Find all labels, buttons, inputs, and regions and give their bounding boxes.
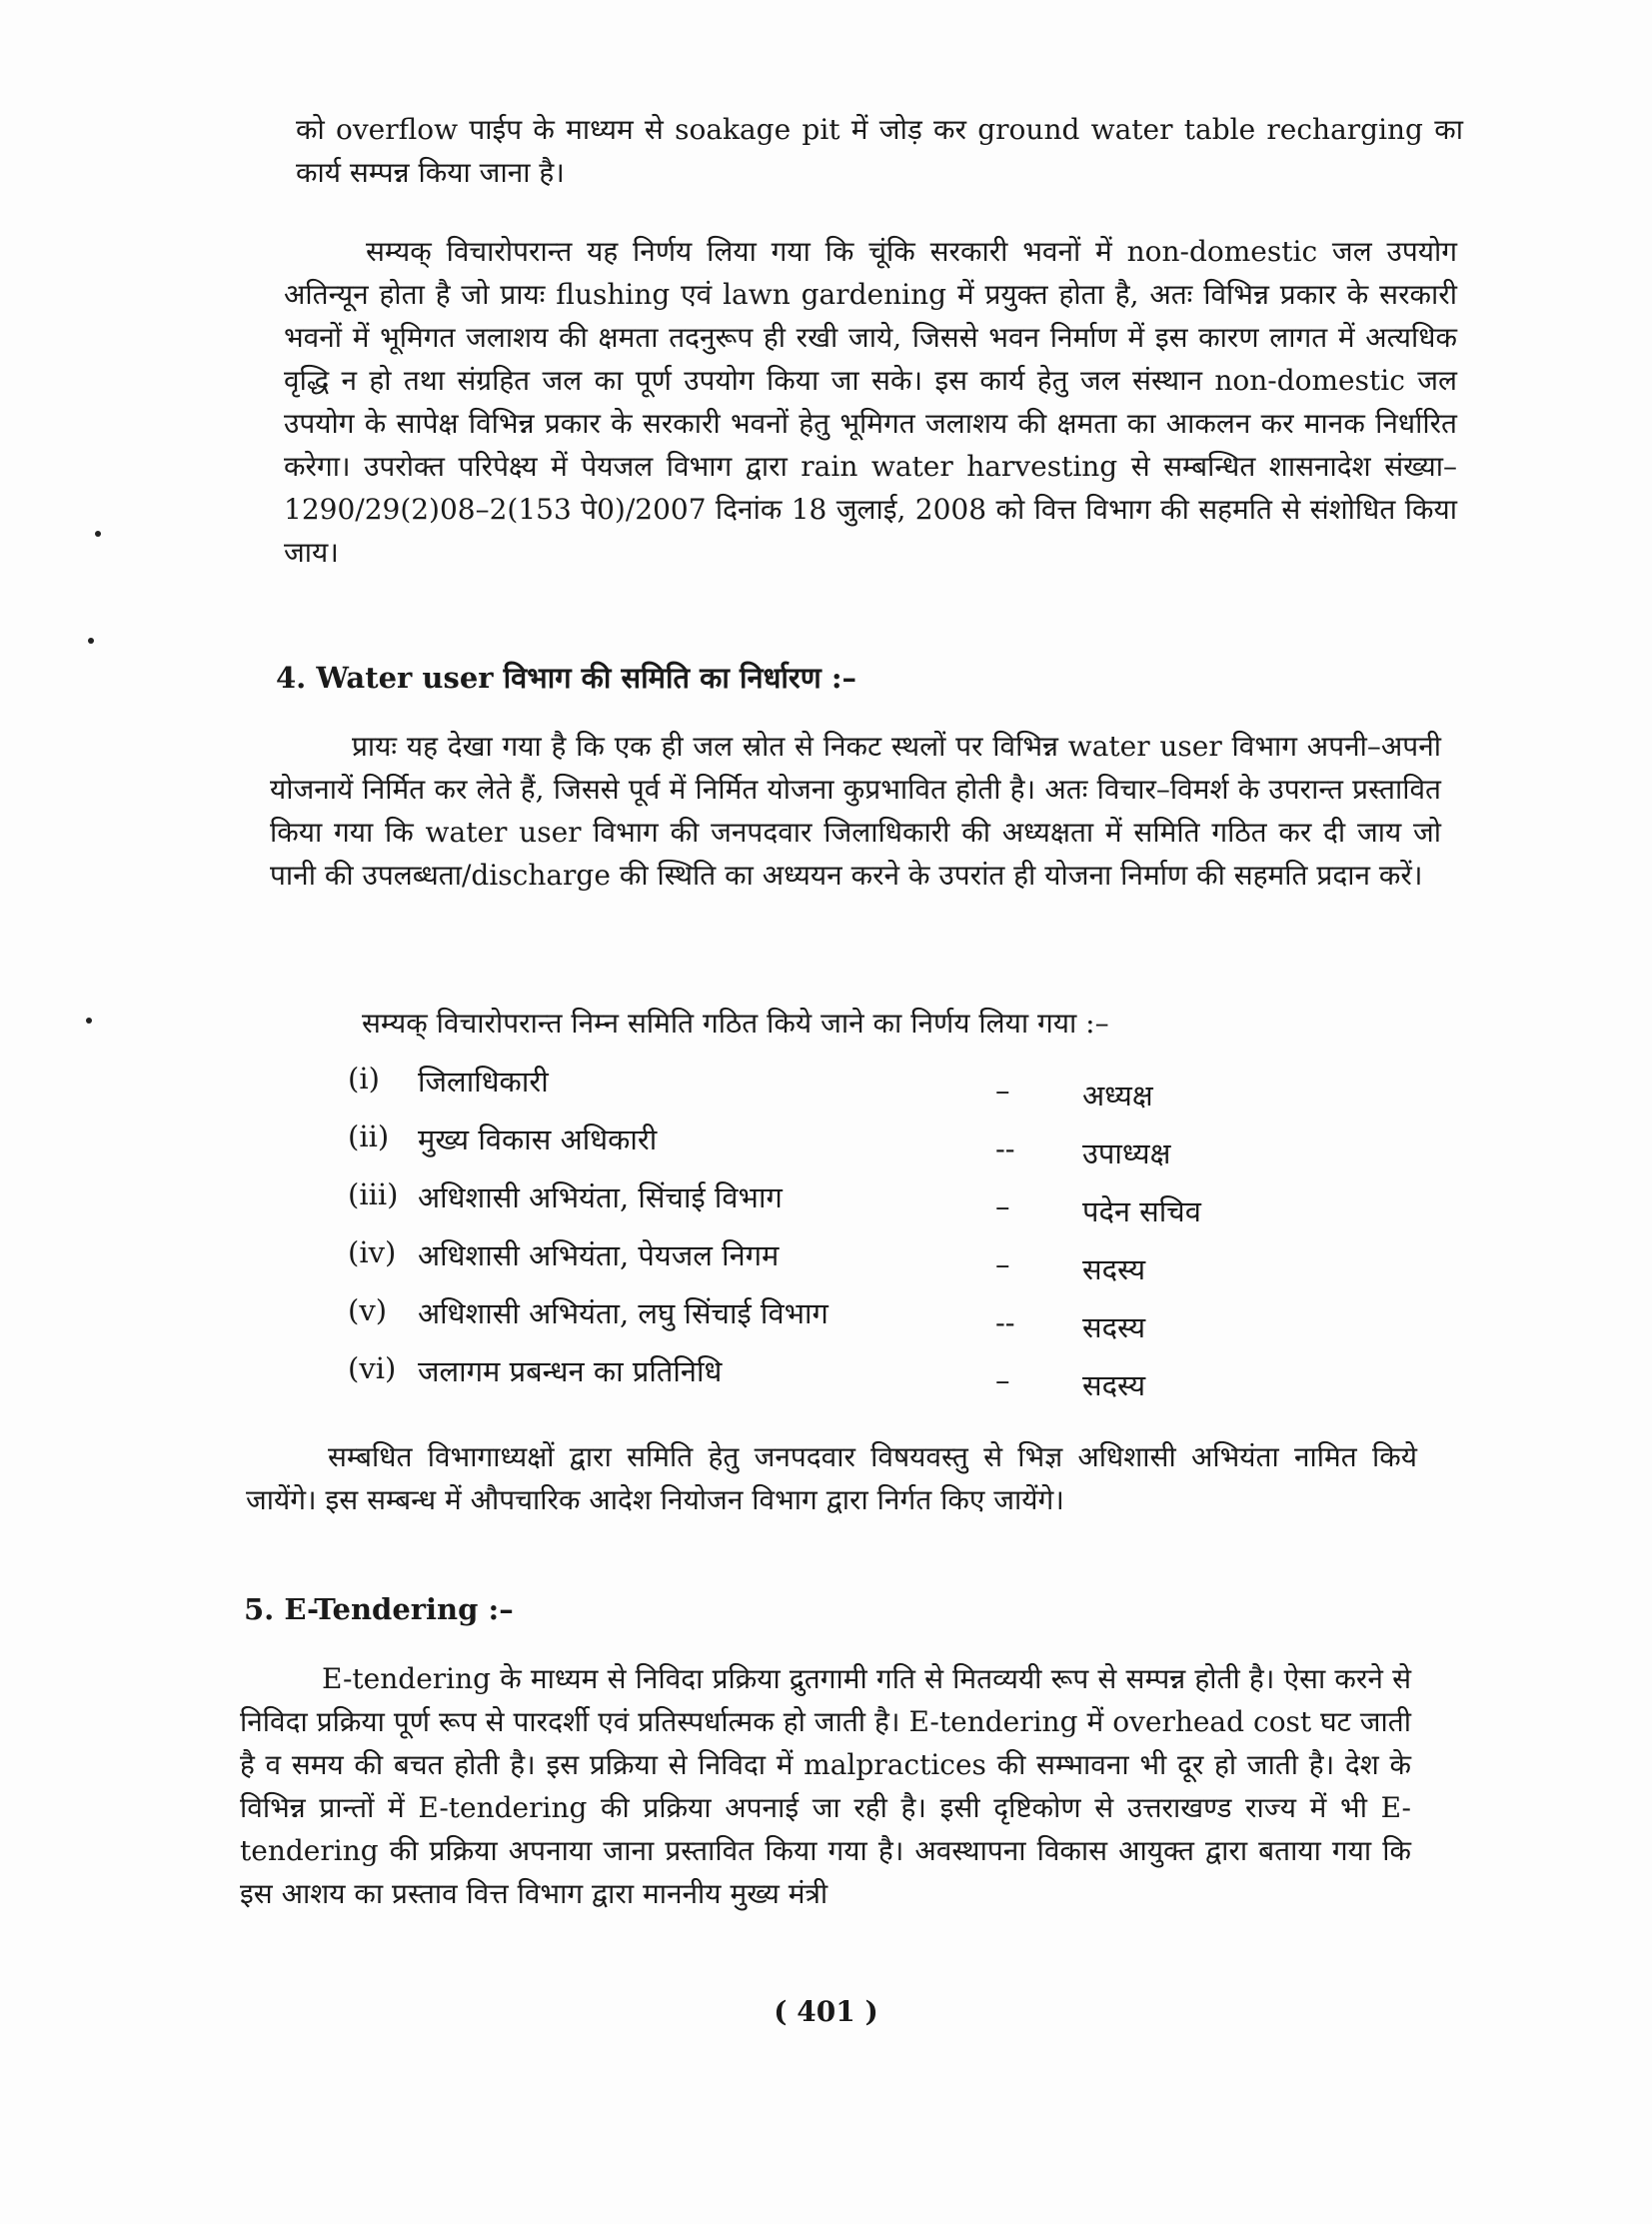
paragraph-decision [284,230,1457,574]
member-role: सदस्य [1082,1310,1146,1344]
section-heading-e-tendering: 5. E-Tendering :– [244,1592,514,1626]
committee-intro [362,1002,1361,1045]
row-number: (iii) [348,1177,399,1211]
member-role: पदेन सचिव [1082,1194,1201,1228]
separator-dash: -- [995,1305,1015,1339]
paragraph-nomination [246,1435,1417,1521]
row-number: (i) [348,1062,380,1096]
member-name: मुख्य विकास अधिकारी [418,1122,658,1156]
member-name: अधिशासी अभियंता, लघु सिंचाई विभाग [418,1296,828,1330]
member-role: अध्यक्ष [1082,1079,1153,1112]
separator-dash: – [995,1247,1010,1281]
paragraph-text: सम्यक् विचारोपरान्त यह निर्णय लिया गया कि चूंकि सरकारी भवनों में non-domestic जल उपयोग अतिन्यून होता है जो प्रायः flushing एवं lawn gardening में प्रयुक्त होता है, अतः विभिन्न प्रकार के सरकारी भवनों में भूमिगत जलाशय की क्षमता तदनुरूप ही रखी जाये, जिससे भवन निर्माण में इस कारण लागत में अत्यधिक वृद्धि न हो तथा संग्रहित जल का पूर्ण उपयोग किया जा सके। इस कार्य हेतु जल संस्थान non-domestic जल उपयोग के सापेक्ष विभिन्न प्रकार के सरकारी भवनों हेतु भूमिगत जलाशय की क्षमता का आकलन कर मानक निर्धारित करेगा। उपरोक्त परिपेक्ष्य में पेयजल विभाग द्वारा rain water harvesting से सम्बन्धित शासनादेश संख्या–1290/29(2)08–2(153 पे0)/2007 दिनांक 18 जुलाई, 2008 को वित्त विभाग की सहमति से संशोधित किया जाय। [284,235,1457,569]
separator-dash: – [995,1363,1010,1397]
scan-mark [88,638,94,644]
row-number: (ii) [348,1119,390,1153]
member-name: जलागम प्रबन्धन का प्रतिनिधि [418,1354,723,1388]
member-name: अधिशासी अभियंता, सिंचाई विभाग [418,1180,783,1214]
committee-row [348,1235,1267,1293]
paragraph-water-user [270,725,1441,897]
section-heading-water-user: 4. Water user विभाग की समिति का निर्धारण :– [276,661,857,695]
paragraph-text: E-tendering के माध्यम से निविदा प्रक्रिया द्रुतगामी गति से मितव्ययी रूप से सम्पन्न होती है। ऐसा करने से निविदा प्रक्रिया पूर्ण रूप से पारदर्शी एवं प्रतिस्पर्धात्मक हो जाती है। E-tendering में overhead cost घट जाती है व समय की बचत होती है। इस प्रक्रिया से निविदा में malpractices की सम्भावना भी दूर हो जाती है। देश के विभिन्न प्रान्तों में E-tendering की प्रक्रिया अपनाई जा रही है। इसी दृष्टिकोण से उत्तराखण्ड राज्य में भी E-tendering की प्रक्रिया अपनाया जाना प्रस्तावित किया गया है। अवस्थापना विकास आयुक्त द्वारा बताया गया कि इस आशय का प्रस्ताव वित्त विभाग द्वारा माननीय मुख्य मंत्री [240,1662,1411,1910]
member-name: जिलाधिकारी [418,1065,549,1099]
committee-row [348,1177,1267,1235]
paragraph-text: सम्बधित विभागाध्यक्षों द्वारा समिति हेतु जनपदवार विषयवस्तु से भिज्ञ अधिशासी अभियंता नामित किये जायेंगे। इस सम्बन्ध में औपचारिक आदेश नियोजन विभाग द्वारा निर्गत किए जायेंगे। [246,1440,1417,1516]
paragraph-text: प्रायः यह देखा गया है कि एक ही जल स्रोत से निकट स्थलों पर विभिन्न water user विभाग अपनी–अपनी योजनायें निर्मित कर लेते हैं, जिससे पूर्व में निर्मित योजना कुप्रभावित होती है। अतः विचार–विमर्श के उपरान्त प्रस्तावित किया गया कि water user विभाग की जनपदवार जिलाधिकारी की अध्यक्षता में समिति गठित कर दी जाय जो पानी की उपलब्धता/discharge की स्थिति का अध्ययन करने के उपरांत ही योजना निर्माण की सहमति प्रदान करें। [270,730,1441,892]
member-role: उपाध्यक्ष [1082,1136,1171,1170]
paragraph-text: को overflow पाईप के माध्यम से soakage pit में जोड़ कर ground water table recharging का कार्य सम्पन्न किया जाना है। [296,113,1463,189]
scan-mark [95,531,101,537]
row-number: (v) [348,1293,388,1327]
member-role: सदस्य [1082,1368,1146,1402]
paragraph-text: सम्यक् विचारोपरान्त निम्न समिति गठित किये जाने का निर्णय लिया गया :– [362,1007,1109,1040]
separator-dash: – [995,1074,1010,1108]
committee-row [348,1351,1267,1409]
paragraph-intro [296,108,1463,194]
separator-dash: – [995,1189,1010,1223]
row-number: (vi) [348,1351,397,1385]
committee-row [348,1293,1267,1351]
committee-list [348,1062,1267,1409]
member-name: अधिशासी अभियंता, पेयजल निगम [418,1238,780,1272]
separator-dash: -- [995,1131,1015,1165]
scan-mark [86,1018,92,1024]
row-number: (iv) [348,1235,397,1269]
member-role: सदस्य [1082,1252,1146,1286]
committee-row [348,1062,1267,1119]
committee-row [348,1119,1267,1177]
paragraph-e-tendering [240,1657,1411,1915]
page-number: ( 401 ) [774,1995,878,2028]
